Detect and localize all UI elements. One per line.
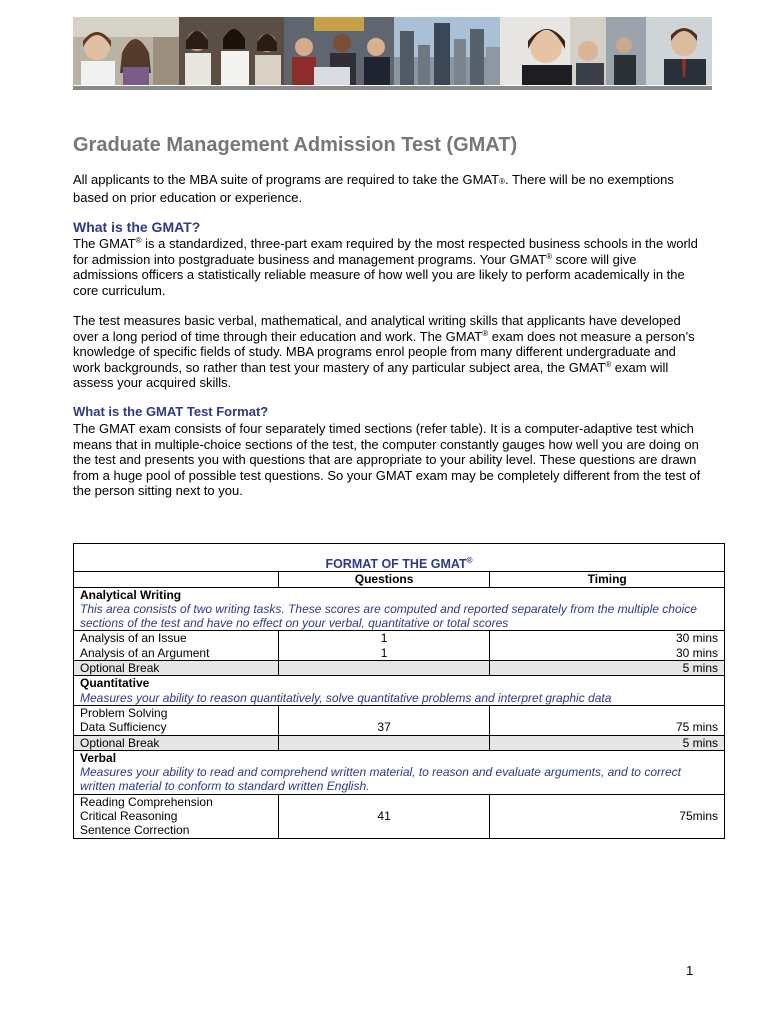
- skills-paragraph: The test measures basic verbal, mathematical, and analytical writing skills that applicants have developed over a long period of time through their education and work. The GMAT® exam does not measure a person’s knowledge of specific fields of study. MBA programs enrol people from many different undergraduate and work backgrounds, so rather than test your mastery of any particular subject area, the GMAT® exam will assess your acquired skills.: [73, 313, 695, 390]
- task-label: Reading Comprehension: [80, 794, 213, 809]
- task-label: Data Sufficiency: [80, 720, 167, 735]
- registered-mark: ®: [482, 328, 489, 338]
- intro-paragraph: All applicants to the MBA suite of programs are required to take the GMAT®. There will be no exemptions based on prior education or experience.: [73, 172, 674, 205]
- timing-value: 75 mins: [490, 705, 725, 735]
- table-caption-row: [74, 544, 725, 572]
- questions-value: 37: [278, 705, 490, 735]
- task-label: Analysis of an Issue: [80, 631, 187, 646]
- questions-value: 1: [380, 631, 388, 646]
- registered-mark: ®: [499, 177, 505, 186]
- page-title: Graduate Management Admission Test (GMAT): [73, 134, 518, 156]
- column-header-questions: Questions: [278, 572, 490, 587]
- registered-mark: ®: [466, 556, 473, 565]
- section-description: Measures your ability to read and comprehend written material, to reason and evaluate arguments, and to correct written material to conform to standard written English.: [80, 765, 681, 794]
- table-row-quantitative-tasks: [74, 705, 725, 735]
- section-row-quantitative: [74, 676, 725, 706]
- task-labels-cell: [74, 705, 279, 735]
- table-row-analytical-tasks: [74, 631, 725, 661]
- gmat-description-paragraph: The GMAT® is a standardized, three-part exam required by the most respected business schools in the world for admission into postgraduate business and management programs. Your GMAT® score will give admissions officers a statistically reliable measure of how well you are likely to perform academically in the core curriculum.: [73, 236, 698, 298]
- column-header-timing: Timing: [490, 572, 725, 587]
- task-label: Analysis of an Argument: [80, 645, 210, 660]
- header-photo-banner: [73, 17, 712, 85]
- timing-value: 30 mins: [675, 645, 718, 660]
- questions-value: 1: [380, 645, 388, 660]
- section-heading-test-format: What is the GMAT Test Format?: [73, 404, 269, 419]
- registered-mark: ®: [605, 359, 612, 369]
- timing-value: 75mins: [490, 794, 725, 838]
- break-questions-cell: [278, 661, 490, 676]
- task-label: Sentence Correction: [80, 823, 190, 838]
- registered-mark: ®: [135, 236, 142, 245]
- banner-rule: [73, 86, 712, 90]
- break-label: Optional Break: [74, 661, 279, 676]
- table-caption: FORMAT OF THE GMAT®: [74, 544, 725, 572]
- section-name: Quantitative: [80, 676, 150, 691]
- table-row-optional-break: [74, 661, 725, 676]
- test-format-paragraph: The GMAT exam consists of four separately timed sections (refer table). It is a computer-adaptive test which means that in multiple-choice sections of the test, the computer constantly gauges how well you are doing on the test and presents you with questions that are appropriate to your ability level. These questions are drawn from a huge pool of possible test questions. So your GMAT exam may be completely different from the test of the person sitting next to you.: [73, 421, 701, 498]
- section-cell: [74, 676, 725, 706]
- section-row-verbal: [74, 750, 725, 794]
- section-description: This area consists of two writing tasks. These scores are computed and reported separately from the multiple choice sections of the test and have no effect on your verbal, quantitative or total scores: [80, 601, 697, 631]
- section-name: Verbal: [80, 750, 117, 765]
- table-row-optional-break: [74, 735, 725, 750]
- task-label: Problem Solving: [80, 705, 168, 720]
- students-photo: [73, 17, 179, 85]
- break-timing: 5 mins: [490, 661, 725, 676]
- table-header-row: [74, 572, 725, 587]
- city-skyline-photo: [394, 17, 500, 85]
- break-timing: 5 mins: [490, 735, 725, 750]
- task-labels-cell: [74, 631, 279, 661]
- break-label: Optional Break: [74, 735, 279, 750]
- task-label: Critical Reasoning: [80, 809, 178, 824]
- businessmen-photo: [606, 17, 712, 85]
- smiling-woman-photo: [500, 17, 606, 85]
- section-description: Measures your ability to reason quantitatively, solve quantitative problems and interpret graphic data: [80, 690, 612, 705]
- section-cell: [74, 587, 725, 631]
- timing-value: 30 mins: [675, 631, 718, 646]
- questions-cell: [278, 631, 490, 661]
- registered-mark: ®: [546, 251, 552, 261]
- laptop-meeting-photo: [284, 17, 394, 85]
- section-name: Analytical Writing: [80, 587, 182, 602]
- timing-cell: [490, 631, 725, 661]
- gmat-format-table: [73, 543, 725, 839]
- questions-value: 41: [278, 794, 490, 838]
- break-questions-cell: [278, 735, 490, 750]
- page-number: 1: [686, 963, 694, 978]
- group-photo: [179, 17, 284, 85]
- table-row-verbal-tasks: [74, 794, 725, 838]
- header-empty-cell: [74, 572, 279, 587]
- section-heading-what-is-gmat: What is the GMAT?: [73, 219, 201, 235]
- section-row-analytical-writing: [74, 587, 725, 631]
- section-cell: [74, 750, 725, 794]
- task-labels-cell: [74, 794, 279, 838]
